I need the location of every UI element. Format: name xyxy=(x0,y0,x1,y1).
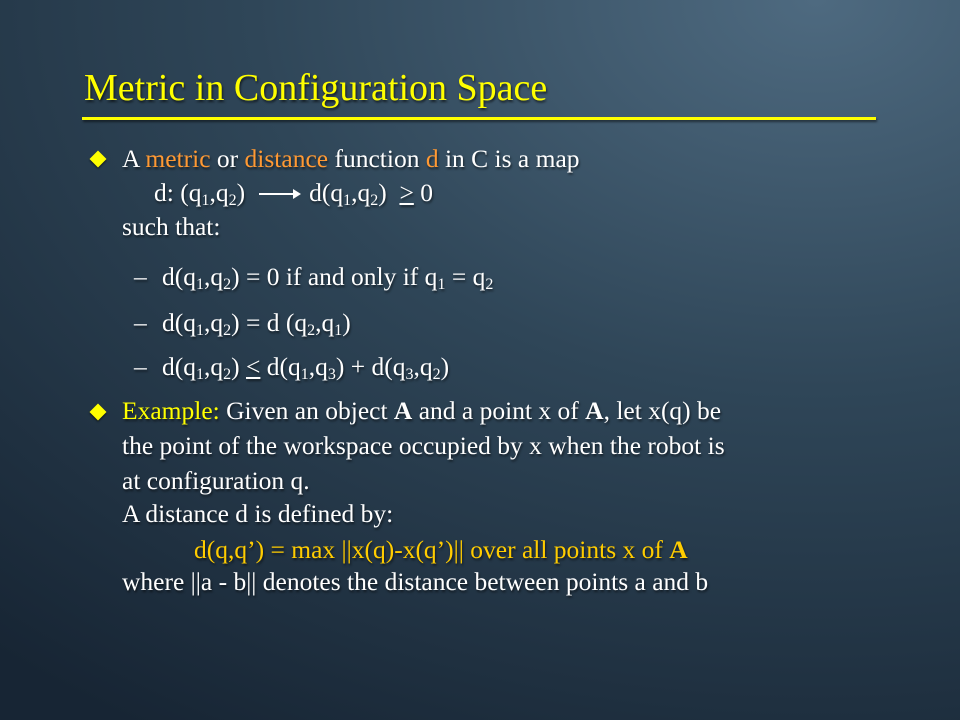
example-label: Example: xyxy=(122,396,220,425)
example-line-2: the point of the workspace occupied by x when the robot is xyxy=(122,431,725,460)
slide-title: Metric in Configuration Space xyxy=(84,67,548,109)
maps-to-arrow-icon xyxy=(259,193,299,195)
dash-2: – xyxy=(134,308,147,337)
example-line-1: Example: Given an object A and a point x of A, let x(q) be xyxy=(122,396,722,425)
definition-line-2: d: $(q_1,q_2) d(q_1,q_2) > 0$ xyxy=(154,178,433,209)
dash-1: – xyxy=(134,262,147,291)
bullet-diamond-icon xyxy=(90,404,107,421)
title-underline xyxy=(82,117,876,120)
example-line-6: where ||a - b|| denotes the distance between points a and b xyxy=(122,567,709,596)
property-2: $d(q_1,q_2) = d$ $(q_2,q_1)$ xyxy=(162,308,351,339)
property-1: $d(q_1,q_2) = 0$ if and only if $q_1 = q_2$ xyxy=(162,262,494,293)
term-distance: distance xyxy=(244,144,329,173)
definition-line-3: such that: xyxy=(122,212,221,241)
example-line-4: A distance d is defined by: xyxy=(122,499,394,528)
dash-3: – xyxy=(134,352,147,381)
example-line-3: at configuration q. xyxy=(122,466,310,495)
definition-line-1: A metric or distance function d in C is a map xyxy=(122,144,580,173)
distance-formula: d(q,q’) = max ||x(q)-x(q’)|| over all points x of A xyxy=(194,535,688,564)
property-3: $d(q_1,q_2) < d(q_1,q_3) + d(q_3,q_2)$ xyxy=(162,352,450,383)
term-metric: metric xyxy=(145,144,211,173)
bullet-diamond-icon xyxy=(90,151,107,168)
